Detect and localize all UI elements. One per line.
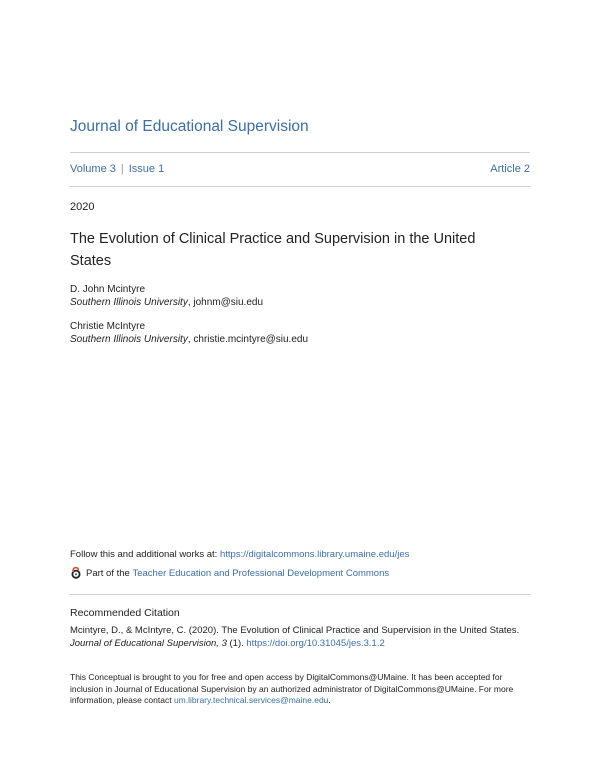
issue-divider (70, 186, 530, 187)
citation-divider (70, 594, 530, 595)
footer-end: . (328, 695, 331, 705)
citation-issue: (1). (226, 638, 247, 649)
follow-line (70, 549, 409, 560)
doi-link[interactable]: https://doi.org/10.31045/jes.3.1.2 (246, 638, 385, 649)
partof-prefix: Part of the (86, 567, 130, 579)
author-name: D. John Mcintyre (70, 284, 146, 295)
partof-line (70, 567, 389, 579)
author-affiliation: Southern Illinois University (70, 297, 188, 308)
article-link[interactable]: Article 2 (490, 163, 530, 175)
author-block (70, 283, 263, 309)
open-access-icon (70, 567, 82, 579)
footer-notice (70, 672, 530, 707)
citation-heading: Recommended Citation (70, 607, 180, 619)
issue-separator: | (120, 163, 124, 175)
journal-title[interactable]: Journal of Educational Supervision (70, 118, 309, 135)
contact-email-link[interactable]: um.library.technical.services@maine.edu (173, 695, 329, 705)
citation-journal: Journal of Educational Supervision, 3 (70, 638, 227, 649)
author-email: christie.mcintyre@siu.edu (193, 334, 309, 345)
volume-link[interactable]: Volume 3 (70, 163, 116, 175)
article-title: The Evolution of Clinical Practice and Supervision in the United States (70, 231, 476, 269)
author-affiliation-line: Southern Illinois University, christie.mcintyre@siu.edu (70, 334, 309, 345)
issue-link[interactable]: Issue 1 (128, 163, 165, 175)
top-divider (70, 152, 530, 153)
citation-line: Mcintyre, D., & McIntyre, C. (2020). The Evolution of Clinical Practice and Supervision in the United States. (70, 625, 520, 636)
author-affiliation-line: Southern Illinois University, johnm@siu.edu (70, 297, 264, 308)
author-block (70, 320, 308, 346)
footer-text: This Conceptual is brought to you for free and open access by DigitalCommons@UMaine. It has been accepted for inclusion in Journal of Educational Supervision by an authorized administrator of DigitalCommons@UMaine. For more information, please contact (70, 672, 514, 705)
author-name: Christie McIntyre (70, 321, 146, 332)
collection-link[interactable]: https://digitalcommons.library.umaine.edu/jes (219, 549, 410, 560)
author-email: johnm@siu.edu (193, 297, 264, 308)
publication-year: 2020 (70, 201, 95, 213)
citation-body (70, 624, 530, 650)
citation-line-2 (70, 637, 530, 650)
author-affiliation: Southern Illinois University (70, 334, 188, 345)
commons-link[interactable]: Teacher Education and Professional Development Commons (132, 567, 390, 579)
issue-row (70, 163, 530, 175)
follow-prefix: Follow this and additional works at: (70, 549, 220, 560)
